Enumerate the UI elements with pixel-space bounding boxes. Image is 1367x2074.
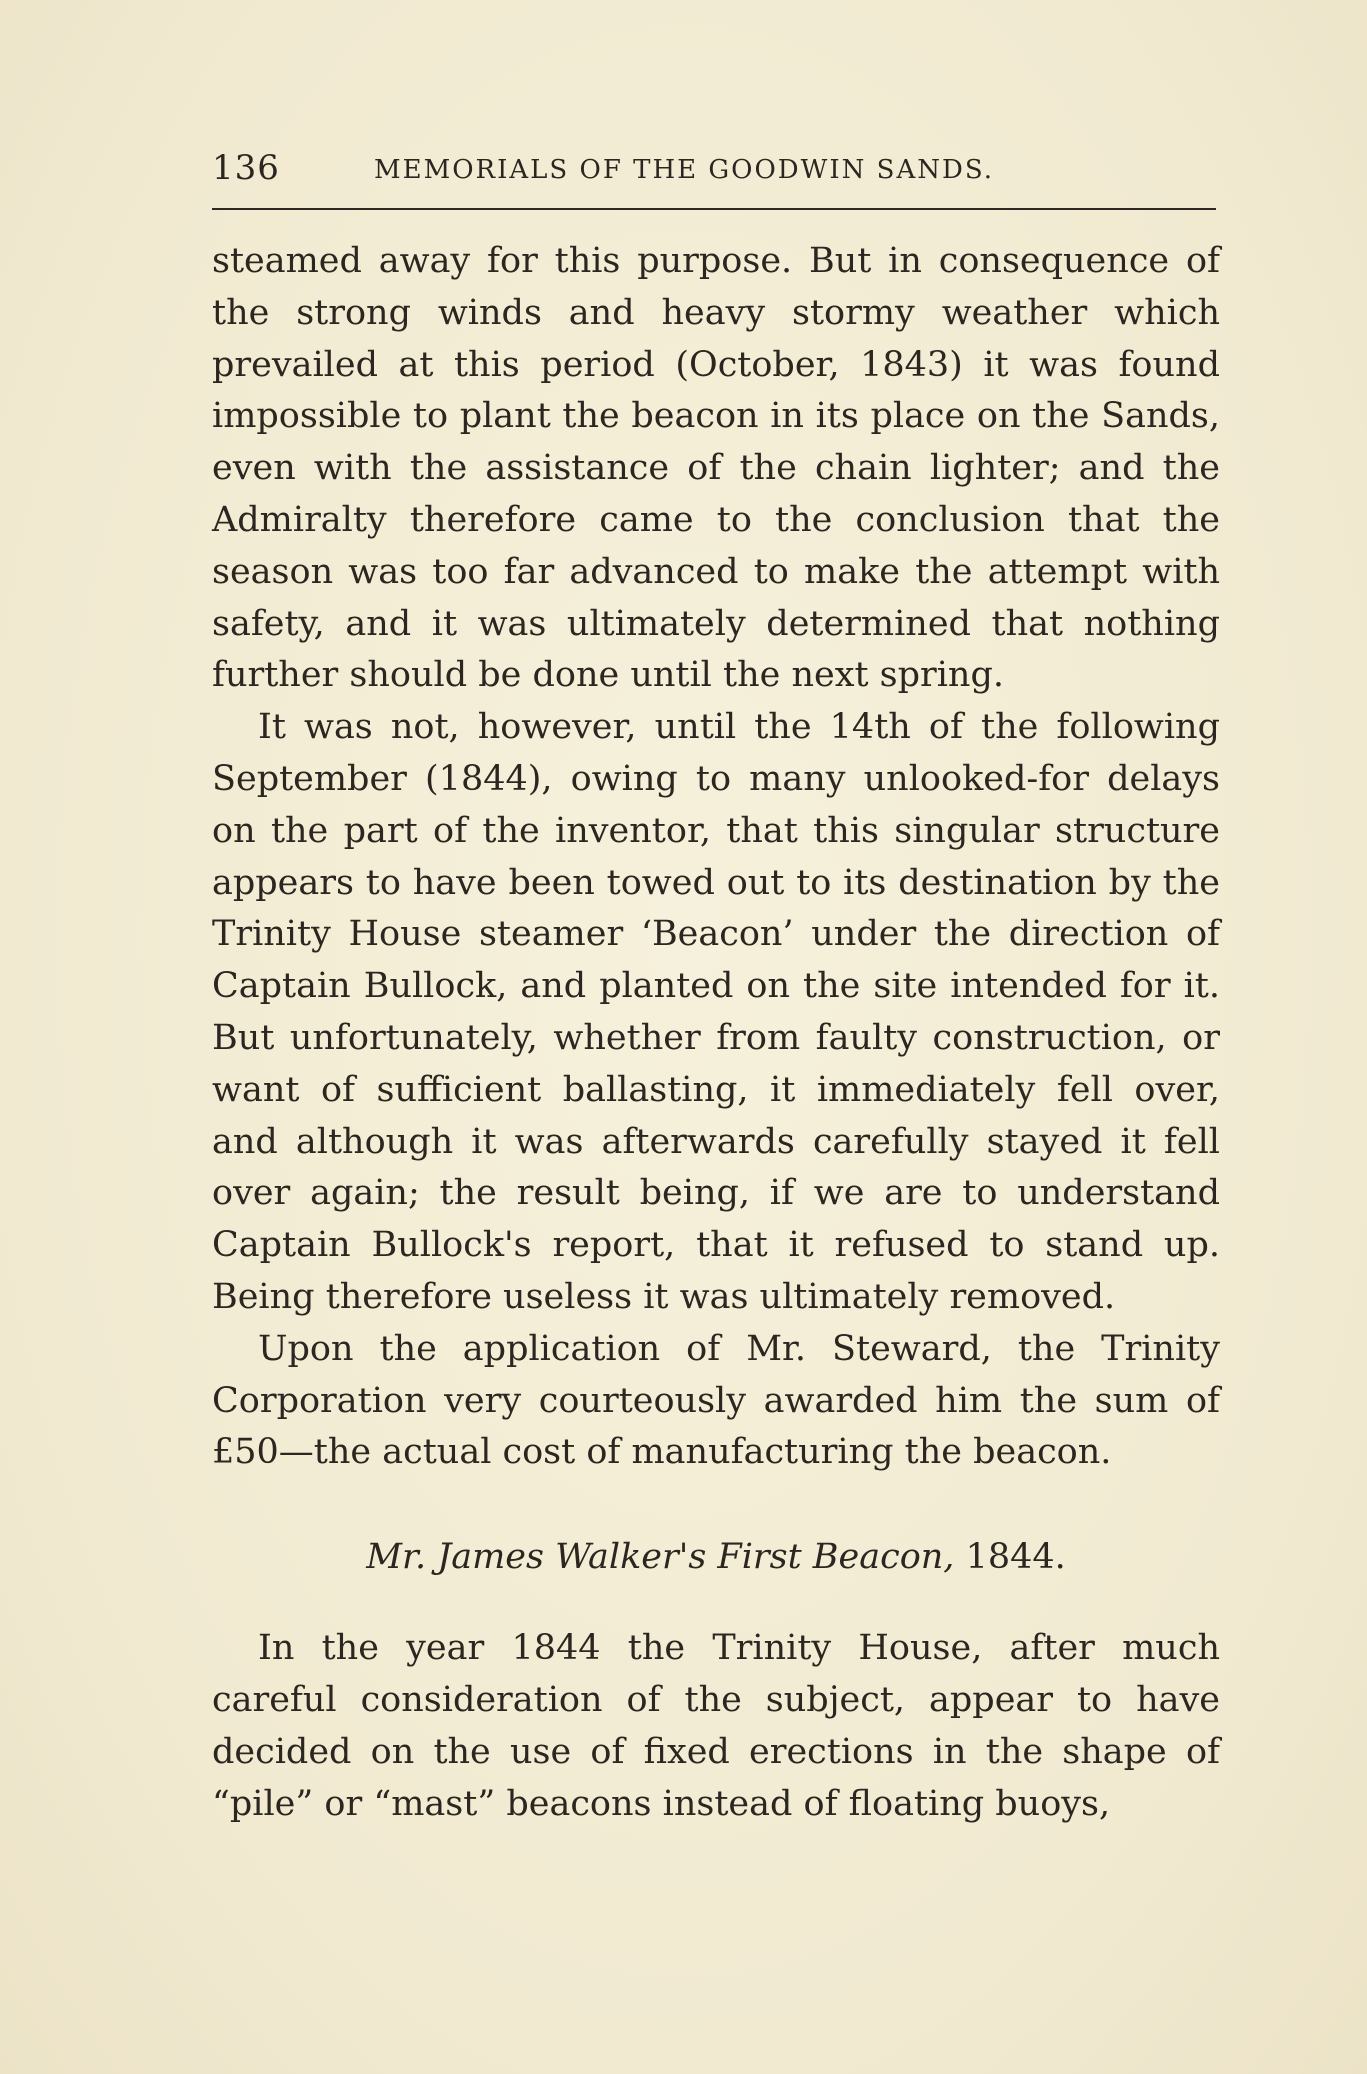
page-number: 136 [212, 148, 280, 188]
paragraph-launch-of-beacon: It was not, however, until the 14th of the following September (1844), owing to many unlooked-for delays on the part of the inventor, that this singular structure appears to have been towed out to its destination by the Trinity House steamer ‘Beacon’ under the direction of Captain Bullock, and planted on the site intended for it. But unfortunately, whether from faulty construction, or want of sufficient ballasting, it immediately fell over, and although it was afterwards carefully stayed it fell over again; the result being, if we are to understand Captain Bullock's report, that it refused to stand up. Being therefore useless it was ultimately removed. [212, 707, 1220, 1317]
section-heading-title: Mr. James Walker's First Beacon, [366, 1537, 955, 1578]
section-heading-year: 1844. [965, 1537, 1066, 1578]
paragraph-award: Upon the application of Mr. Steward, the Trinity Corporation very courteously awarded him the sum of £50—the actual cost of manufacturing the beacon. [212, 1328, 1220, 1473]
body-text [212, 236, 1220, 1830]
running-head [212, 146, 1216, 190]
paragraph-section-opening: In the year 1844 the Trinity House, after much careful consideration of the subject, appear to have decided on the use of fixed erections in the shape of “pile” or “mast” beacons instead of floating buoys, [212, 1628, 1220, 1824]
section-heading [212, 1531, 1220, 1583]
running-title: MEMORIALS OF THE GOODWIN SANDS. [374, 155, 994, 185]
paragraph-continuation: steamed away for this purpose. But in consequence of the strong winds and heavy stormy weather which prevailed at this period (October, 1843) it was found impossible to plant the beacon in its place on the Sands, even with the assistance of the chain lighter; and the Admiralty therefore came to the conclusion that the season was too far advanced to make the attempt with safety, and it was ultimately determined that nothing further should be done until the next spring. [212, 241, 1220, 696]
header-rule [212, 208, 1216, 210]
